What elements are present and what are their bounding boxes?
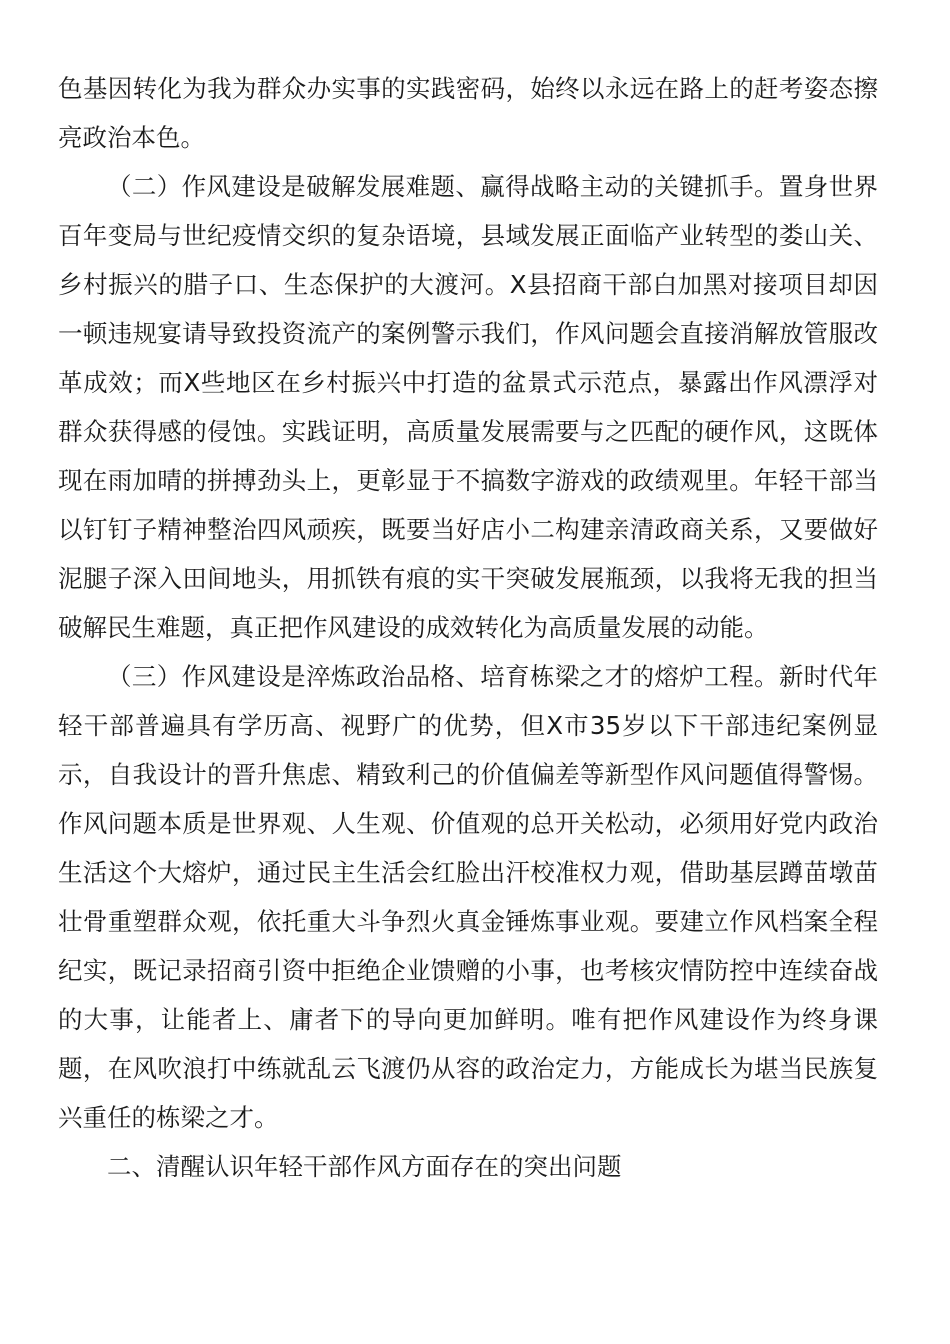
document-body bbox=[58, 64, 878, 1191]
paragraph-continuation: 色基因转化为我为群众办实事的实践密码，始终以永远在路上的赶考姿态擦亮政治本色。 bbox=[58, 74, 878, 152]
paragraph-section-three: （三）作风建设是淬炼政治品格、培育栋梁之才的熔炉工程。新时代年轻干部普遍具有学历高、视野广的优势，但X市35岁以下干部违纪案例显示，自我设计的晋升焦虑、精致利己的价值偏差等新型作风问题值得警惕。作风问题本质是世界观、人生观、价值观的总开关松动，必须用好党内政治生活这个大熔炉，通过民主生活会红脸出汗校准权力观，借助基层蹲苗墩苗壮骨重塑群众观，依托重大斗争烈火真金锤炼事业观。要建立作风档案全程纪实，既记录招商引资中拒绝企业馈赠的小事，也考核灾情防控中连续奋战的大事，让能者上、庸者下的导向更加鲜明。唯有把作风建设作为终身课题，在风吹浪打中练就乱云飞渡仍从容的政治定力，方能成长为堪当民族复兴重任的栋梁之才。 bbox=[58, 662, 878, 1132]
section-heading: 二、清醒认识年轻干部作风方面存在的突出问题 bbox=[107, 1152, 622, 1181]
paragraph-section-two: （二）作风建设是破解发展难题、赢得战略主动的关键抓手。置身世界百年变局与世纪疫情交织的复杂语境，县域发展正面临产业转型的娄山关、乡村振兴的腊子口、生态保护的大渡河。X县招商干部白加黑对接项目却因一顿违规宴请导致投资流产的案例警示我们，作风问题会直接消解放管服改革成效；而X些地区在乡村振兴中打造的盆景式示范点，暴露出作风漂浮对群众获得感的侵蚀。实践证明，高质量发展需要与之匹配的硬作风，这既体现在雨加晴的拼搏劲头上，更彰显于不搞数字游戏的政绩观里。年轻干部当以钉钉子精神整治四风顽疾，既要当好店小二构建亲清政商关系，又要做好泥腿子深入田间地头，用抓铁有痕的实干突破发展瓶颈，以我将无我的担当破解民生难题，真正把作风建设的成效转化为高质量发展的动能。 bbox=[58, 172, 878, 642]
